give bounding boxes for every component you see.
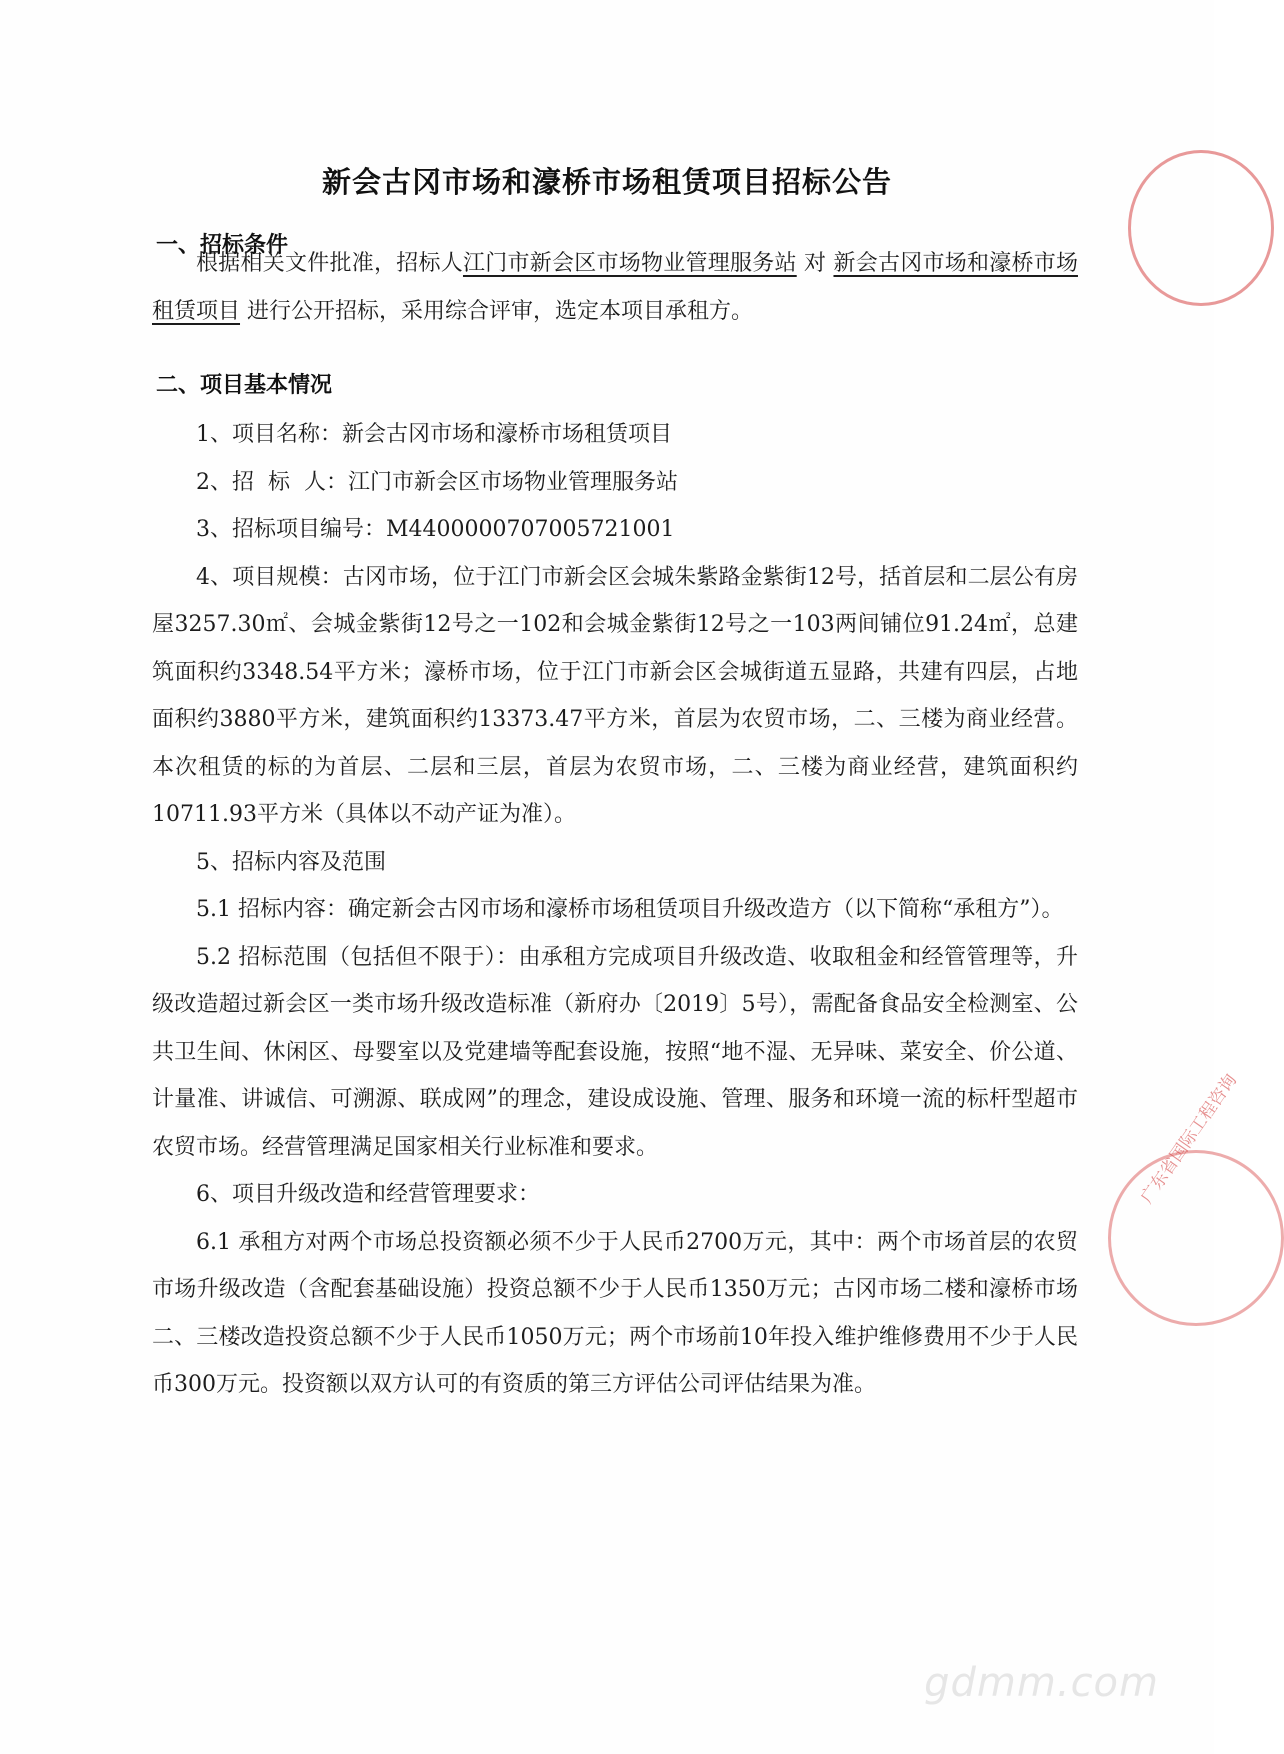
seal-text: 广东省国际工程咨询 [1137, 1070, 1242, 1208]
section-2-heading: 二、项目基本情况 [156, 373, 333, 398]
tenderer-name: 江门市新会区市场物业管理服务站 [462, 251, 797, 276]
item-requirements-heading: 6、项目升级改造和经营管理要求： [196, 1182, 540, 1207]
section-2-body [152, 411, 1078, 1409]
document-title: 新会古冈市场和濠桥市场租赁项目招标公告 [321, 165, 892, 199]
site-watermark: gdmm.com [924, 1660, 1159, 1706]
item-tender-scope: 5.2 招标范围（包括但不限于）：由承租方完成项目升级改造、收取租金和经管管理等，升级改造超过新会区一类市场升级改造标准（新府办〔2019〕5号），需配备食品安全检测室、公共卫生间、休闲区、母婴室以及党建墙等配套设施，按照“地不湿、无异味、菜安全、价公道、计量准、讲诚信、可溯源、联成网”的理念，建设成设施、管理、服务和环境一流的标杆型超市农贸市场。经营管理满足国家相关行业标准和要求。 [152, 944, 1078, 1160]
item-investment-requirements: 6.1 承租方对两个市场总投资额必须不少于人民币2700万元，其中：两个市场首层的农贸市场升级改造（含配套基础设施）投资总额不少于人民币1350万元；古冈市场二楼和濠桥市场二、三楼改造投资总额不少于人民币1050万元；两个市场前10年投入维护维修费用不少于人民币300万元。投资额以双方认可的有资质的第三方评估公司评估结果为准。 [152, 1229, 1078, 1397]
item-project-scale: 4、项目规模：古冈市场，位于江门市新会区会城朱紫路金紫街12号，括首层和二层公有房屋3257.30㎡、会城金紫街12号之一102和会城金紫街12号之一103两间铺位91.24㎡，总建筑面积约3348.54平方米；濠桥市场，位于江门市新会区会城街道五显路，共建有四层，占地面积约3880平方米，建筑面积约13373.47平方米，首层为农贸市场，二、三楼为商业经营。本次租赁的标的为首层、二层和三层，首层为农贸市场，二、三楼为商业经营，建筑面积约10711.93平方米（具体以不动产证为准）。 [152, 564, 1078, 827]
item-project-name: 1、项目名称：新会古冈市场和濠桥市场租赁项目 [196, 422, 672, 447]
section-1-heading: 一、招标条件 [156, 233, 289, 258]
item-tenderer: 2、招 标 人：江门市新会区市场物业管理服务站 [196, 469, 678, 495]
item-tender-scope-heading: 5、招标内容及范围 [196, 849, 386, 875]
section-1-body [152, 240, 1078, 335]
project-name: 新会古冈市场和濠桥市场租赁项目 [152, 251, 1078, 324]
official-seal-middle [1108, 1070, 1284, 1326]
tender-conditions-paragraph: 根据相关文件批准，招标人江门市新会区市场物业管理服务站 对 新会古冈市场和濠桥市场租赁项目 进行公开招标，采用综合评审，选定本项目承租方。 [152, 251, 1078, 324]
item-project-number: 3、招标项目编号：M4400000707005721001 [196, 517, 675, 542]
item-tender-content: 5.1 招标内容：确定新会古冈市场和濠桥市场租赁项目升级改造方（以下简称“承租方”）。 [196, 897, 1064, 922]
